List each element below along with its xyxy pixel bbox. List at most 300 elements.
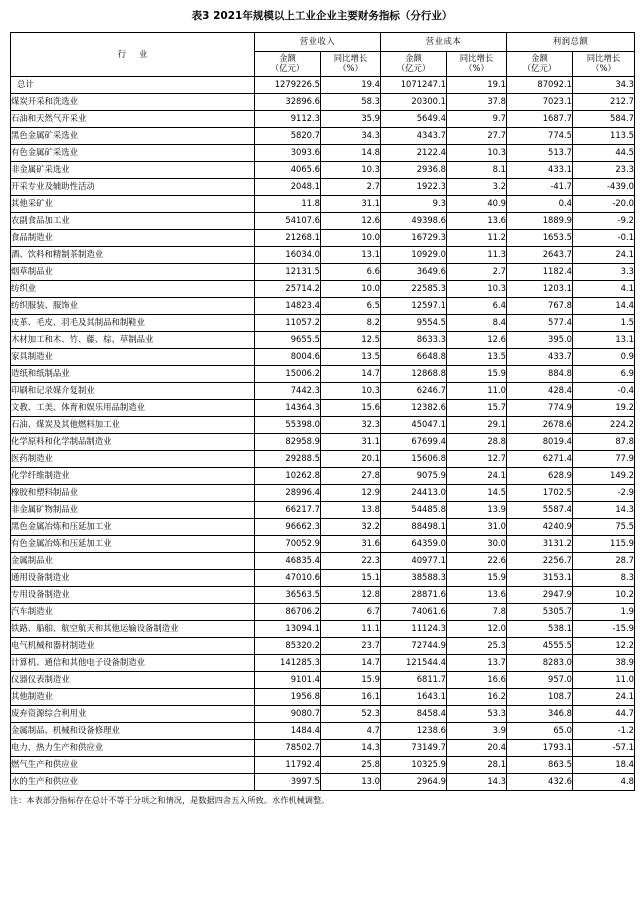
row-profit-amount: 346.8	[507, 706, 573, 723]
row-cost-amount: 24413.0	[381, 485, 447, 502]
row-revenue-amount: 29288.5	[255, 451, 321, 468]
row-profit-growth: 38.9	[573, 655, 635, 672]
row-revenue-growth: 20.1	[321, 451, 381, 468]
table-row	[11, 111, 635, 128]
row-cost-amount: 40977.1	[381, 553, 447, 570]
row-profit-growth: -57.1	[573, 740, 635, 757]
row-revenue-amount: 4065.6	[255, 162, 321, 179]
row-cost-amount: 74061.6	[381, 604, 447, 621]
row-industry-name: 文教、工美、体育和娱乐用品制造业	[11, 400, 255, 417]
table-row	[11, 587, 635, 604]
row-cost-amount: 1071247.1	[381, 77, 447, 94]
row-revenue-growth: 32.3	[321, 417, 381, 434]
row-industry-name: 有色金属矿采选业	[11, 145, 255, 162]
table-row	[11, 349, 635, 366]
row-profit-amount: -41.7	[507, 179, 573, 196]
row-profit-growth: 23.3	[573, 162, 635, 179]
row-revenue-amount: 28996.4	[255, 485, 321, 502]
row-cost-amount: 8458.4	[381, 706, 447, 723]
table-row	[11, 638, 635, 655]
table-row	[11, 434, 635, 451]
row-industry-name: 纺织业	[11, 281, 255, 298]
row-industry-name: 废弃资源综合利用业	[11, 706, 255, 723]
table-row	[11, 145, 635, 162]
row-revenue-growth: 10.3	[321, 162, 381, 179]
row-revenue-growth: 13.5	[321, 349, 381, 366]
table-row	[11, 281, 635, 298]
table-row	[11, 451, 635, 468]
row-cost-growth: 3.9	[447, 723, 507, 740]
row-revenue-growth: 31.6	[321, 536, 381, 553]
row-cost-amount: 9554.5	[381, 315, 447, 332]
row-industry-name: 金属制品业	[11, 553, 255, 570]
table-row	[11, 774, 635, 791]
row-cost-amount: 64359.0	[381, 536, 447, 553]
row-revenue-amount: 55398.0	[255, 417, 321, 434]
row-industry-name: 石油、煤炭及其他燃料加工业	[11, 417, 255, 434]
table-row	[11, 366, 635, 383]
row-cost-growth: 13.7	[447, 655, 507, 672]
row-cost-amount: 121544.4	[381, 655, 447, 672]
row-cost-growth: 2.7	[447, 264, 507, 281]
row-profit-amount: 87092.1	[507, 77, 573, 94]
row-industry-name: 其他制造业	[11, 689, 255, 706]
row-revenue-amount: 1279226.5	[255, 77, 321, 94]
row-revenue-amount: 9080.7	[255, 706, 321, 723]
row-cost-amount: 9075.9	[381, 468, 447, 485]
row-revenue-amount: 7442.3	[255, 383, 321, 400]
row-profit-amount: 2678.6	[507, 417, 573, 434]
page-title: 表3 2021年规模以上工业企业主要财务指标（分行业）	[191, 10, 453, 22]
row-industry-name: 石油和天然气开采业	[11, 111, 255, 128]
row-revenue-amount: 78502.7	[255, 740, 321, 757]
header-industry: 行 业	[11, 33, 255, 77]
financial-indicators-table	[10, 32, 635, 791]
row-industry-name: 专用设备制造业	[11, 587, 255, 604]
row-industry-name: 电力、热力生产和供应业	[11, 740, 255, 757]
row-revenue-amount: 85320.2	[255, 638, 321, 655]
row-industry-name: 开采专业及辅助性活动	[11, 179, 255, 196]
row-revenue-amount: 3997.5	[255, 774, 321, 791]
row-industry-name: 汽车制造业	[11, 604, 255, 621]
header-group-cost: 营业成本	[381, 33, 507, 52]
row-profit-amount: 432.6	[507, 774, 573, 791]
row-cost-growth: 25.3	[447, 638, 507, 655]
table-row	[11, 570, 635, 587]
row-revenue-growth: 15.1	[321, 570, 381, 587]
table-row	[11, 94, 635, 111]
row-cost-amount: 72744.9	[381, 638, 447, 655]
row-cost-amount: 6811.7	[381, 672, 447, 689]
row-revenue-growth: 32.2	[321, 519, 381, 536]
row-revenue-amount: 11.8	[255, 196, 321, 213]
row-profit-growth: 75.5	[573, 519, 635, 536]
table-row	[11, 655, 635, 672]
row-revenue-growth: 15.9	[321, 672, 381, 689]
table-row	[11, 128, 635, 145]
row-profit-amount: 5587.4	[507, 502, 573, 519]
row-industry-name: 非金属矿物制品业	[11, 502, 255, 519]
row-profit-growth: 11.0	[573, 672, 635, 689]
row-profit-growth: 8.3	[573, 570, 635, 587]
row-cost-growth: 30.0	[447, 536, 507, 553]
table-row	[11, 604, 635, 621]
row-cost-amount: 12382.6	[381, 400, 447, 417]
row-cost-growth: 28.8	[447, 434, 507, 451]
row-revenue-amount: 70052.9	[255, 536, 321, 553]
row-profit-growth: 14.4	[573, 298, 635, 315]
row-profit-growth: -20.0	[573, 196, 635, 213]
row-revenue-growth: 13.1	[321, 247, 381, 264]
row-revenue-growth: 12.8	[321, 587, 381, 604]
table-row	[11, 162, 635, 179]
row-revenue-growth: 22.3	[321, 553, 381, 570]
row-profit-amount: 3153.1	[507, 570, 573, 587]
row-cost-amount: 1922.3	[381, 179, 447, 196]
row-profit-growth: 87.8	[573, 434, 635, 451]
row-profit-growth: 34.3	[573, 77, 635, 94]
row-cost-amount: 45047.1	[381, 417, 447, 434]
table-row	[11, 757, 635, 774]
row-cost-growth: 20.4	[447, 740, 507, 757]
row-cost-growth: 7.8	[447, 604, 507, 621]
row-profit-growth: 584.7	[573, 111, 635, 128]
row-cost-amount: 2122.4	[381, 145, 447, 162]
row-profit-growth: 115.9	[573, 536, 635, 553]
row-industry-name: 仪器仪表制造业	[11, 672, 255, 689]
row-cost-amount: 11124.3	[381, 621, 447, 638]
row-revenue-amount: 3093.6	[255, 145, 321, 162]
row-profit-amount: 108.7	[507, 689, 573, 706]
row-cost-amount: 28871.6	[381, 587, 447, 604]
row-profit-growth: -0.4	[573, 383, 635, 400]
row-cost-amount: 12597.1	[381, 298, 447, 315]
row-industry-name: 造纸和纸制品业	[11, 366, 255, 383]
row-profit-growth: 24.1	[573, 689, 635, 706]
row-profit-growth: 212.7	[573, 94, 635, 111]
row-revenue-amount: 47010.6	[255, 570, 321, 587]
table-row	[11, 740, 635, 757]
row-profit-amount: 2256.7	[507, 553, 573, 570]
row-profit-growth: 1.9	[573, 604, 635, 621]
table-row	[11, 621, 635, 638]
table-row	[11, 689, 635, 706]
row-revenue-amount: 2048.1	[255, 179, 321, 196]
row-cost-amount: 16729.3	[381, 230, 447, 247]
row-profit-amount: 577.4	[507, 315, 573, 332]
row-revenue-growth: 27.8	[321, 468, 381, 485]
row-revenue-growth: 31.1	[321, 434, 381, 451]
row-revenue-amount: 54107.6	[255, 213, 321, 230]
row-cost-growth: 37.8	[447, 94, 507, 111]
row-cost-growth: 28.1	[447, 757, 507, 774]
row-profit-growth: -1.2	[573, 723, 635, 740]
row-revenue-growth: 15.6	[321, 400, 381, 417]
row-revenue-amount: 8004.6	[255, 349, 321, 366]
row-revenue-growth: 14.3	[321, 740, 381, 757]
row-industry-name: 铁路、船舶、航空航天和其他运输设备制造业	[11, 621, 255, 638]
row-cost-growth: 24.1	[447, 468, 507, 485]
row-industry-name: 烟草制品业	[11, 264, 255, 281]
row-revenue-growth: 14.7	[321, 655, 381, 672]
row-revenue-amount: 141285.3	[255, 655, 321, 672]
row-industry-name: 纺织服装、服饰业	[11, 298, 255, 315]
row-revenue-amount: 5820.7	[255, 128, 321, 145]
row-profit-growth: 149.2	[573, 468, 635, 485]
row-cost-amount: 3649.6	[381, 264, 447, 281]
row-profit-growth: -9.2	[573, 213, 635, 230]
row-revenue-amount: 82958.9	[255, 434, 321, 451]
row-profit-growth: 28.7	[573, 553, 635, 570]
row-industry-name: 食品制造业	[11, 230, 255, 247]
row-cost-amount: 88498.1	[381, 519, 447, 536]
row-industry-name: 家具制造业	[11, 349, 255, 366]
row-cost-amount: 38588.3	[381, 570, 447, 587]
row-cost-growth: 10.3	[447, 145, 507, 162]
row-industry-name: 非金属矿采选业	[11, 162, 255, 179]
row-profit-growth: 44.7	[573, 706, 635, 723]
row-profit-amount: 774.5	[507, 128, 573, 145]
row-cost-growth: 11.3	[447, 247, 507, 264]
row-cost-growth: 13.9	[447, 502, 507, 519]
row-revenue-growth: 6.7	[321, 604, 381, 621]
row-industry-name: 有色金属冶炼和压延加工业	[11, 536, 255, 553]
row-profit-growth: 1.5	[573, 315, 635, 332]
row-revenue-growth: 12.5	[321, 332, 381, 349]
row-profit-amount: 2643.7	[507, 247, 573, 264]
row-revenue-amount: 21268.1	[255, 230, 321, 247]
table-row	[11, 230, 635, 247]
row-profit-amount: 1687.7	[507, 111, 573, 128]
row-revenue-amount: 9101.4	[255, 672, 321, 689]
row-cost-growth: 14.3	[447, 774, 507, 791]
row-profit-amount: 1203.1	[507, 281, 573, 298]
row-profit-growth: 12.2	[573, 638, 635, 655]
row-profit-amount: 4555.5	[507, 638, 573, 655]
row-cost-amount: 6648.8	[381, 349, 447, 366]
row-industry-name: 水的生产和供应业	[11, 774, 255, 791]
row-revenue-amount: 9655.5	[255, 332, 321, 349]
row-cost-growth: 16.2	[447, 689, 507, 706]
row-profit-growth: 19.2	[573, 400, 635, 417]
row-revenue-growth: 19.4	[321, 77, 381, 94]
row-profit-amount: 6271.4	[507, 451, 573, 468]
row-cost-amount: 73149.7	[381, 740, 447, 757]
row-industry-name: 橡胶和塑料制品业	[11, 485, 255, 502]
table-body	[11, 77, 635, 791]
row-revenue-amount: 12131.5	[255, 264, 321, 281]
row-profit-amount: 1889.9	[507, 213, 573, 230]
row-cost-amount: 6246.7	[381, 383, 447, 400]
row-industry-name: 煤炭开采和洗选业	[11, 94, 255, 111]
table-row	[11, 519, 635, 536]
row-revenue-amount: 13094.1	[255, 621, 321, 638]
row-industry-name: 其他采矿业	[11, 196, 255, 213]
row-cost-amount: 10929.0	[381, 247, 447, 264]
row-industry-name: 黑色金属矿采选业	[11, 128, 255, 145]
row-profit-growth: -15.9	[573, 621, 635, 638]
row-profit-amount: 395.0	[507, 332, 573, 349]
row-cost-amount: 2964.9	[381, 774, 447, 791]
table-row	[11, 502, 635, 519]
row-industry-name: 通用设备制造业	[11, 570, 255, 587]
row-revenue-growth: 4.7	[321, 723, 381, 740]
row-revenue-growth: 35.9	[321, 111, 381, 128]
row-profit-amount: 884.8	[507, 366, 573, 383]
row-profit-amount: 8019.4	[507, 434, 573, 451]
header-sub-cost-amount: 金额 （亿元）	[381, 52, 447, 77]
row-revenue-growth: 14.8	[321, 145, 381, 162]
row-revenue-amount: 16034.0	[255, 247, 321, 264]
row-cost-amount: 9.3	[381, 196, 447, 213]
row-cost-growth: 16.6	[447, 672, 507, 689]
table-row	[11, 536, 635, 553]
row-revenue-growth: 34.3	[321, 128, 381, 145]
row-cost-amount: 1238.6	[381, 723, 447, 740]
row-profit-amount: 774.9	[507, 400, 573, 417]
row-profit-amount: 3131.2	[507, 536, 573, 553]
row-profit-amount: 4240.9	[507, 519, 573, 536]
row-cost-growth: 9.7	[447, 111, 507, 128]
row-cost-amount: 20300.1	[381, 94, 447, 111]
table-row	[11, 672, 635, 689]
row-profit-amount: 1653.5	[507, 230, 573, 247]
row-cost-growth: 15.9	[447, 366, 507, 383]
header-group-revenue: 营业收入	[255, 33, 381, 52]
row-profit-growth: 224.2	[573, 417, 635, 434]
row-revenue-growth: 12.9	[321, 485, 381, 502]
header-sub-profit-amount: 金额 （亿元）	[507, 52, 573, 77]
row-profit-growth: 77.9	[573, 451, 635, 468]
row-profit-growth: 14.3	[573, 502, 635, 519]
row-cost-amount: 10325.9	[381, 757, 447, 774]
row-revenue-growth: 25.8	[321, 757, 381, 774]
row-profit-growth: 3.3	[573, 264, 635, 281]
row-revenue-growth: 16.1	[321, 689, 381, 706]
row-cost-amount: 54485.8	[381, 502, 447, 519]
row-revenue-growth: 13.0	[321, 774, 381, 791]
row-cost-amount: 8633.3	[381, 332, 447, 349]
row-revenue-amount: 9112.3	[255, 111, 321, 128]
row-industry-name: 金属制品、机械和设备修理业	[11, 723, 255, 740]
row-profit-growth: -2.9	[573, 485, 635, 502]
row-profit-amount: 8283.0	[507, 655, 573, 672]
row-industry-name: 皮革、毛皮、羽毛及其制品和制鞋业	[11, 315, 255, 332]
table-row	[11, 298, 635, 315]
row-industry-name: 印刷和记录媒介复制业	[11, 383, 255, 400]
row-cost-growth: 11.2	[447, 230, 507, 247]
row-profit-growth: 18.4	[573, 757, 635, 774]
row-profit-amount: 1702.5	[507, 485, 573, 502]
row-profit-amount: 5305.7	[507, 604, 573, 621]
row-revenue-growth: 10.0	[321, 230, 381, 247]
row-profit-growth: 44.5	[573, 145, 635, 162]
row-profit-amount: 433.1	[507, 162, 573, 179]
header-group-profit: 利润总额	[507, 33, 635, 52]
table-row	[11, 315, 635, 332]
row-profit-growth: 4.8	[573, 774, 635, 791]
row-profit-growth: -0.1	[573, 230, 635, 247]
table-row	[11, 485, 635, 502]
row-revenue-amount: 86706.2	[255, 604, 321, 621]
row-industry-name: 总计	[11, 77, 255, 94]
row-profit-amount: 628.9	[507, 468, 573, 485]
row-revenue-growth: 52.3	[321, 706, 381, 723]
row-cost-growth: 8.1	[447, 162, 507, 179]
row-revenue-amount: 32896.6	[255, 94, 321, 111]
row-industry-name: 计算机、通信和其他电子设备制造业	[11, 655, 255, 672]
row-cost-amount: 2936.8	[381, 162, 447, 179]
row-revenue-amount: 10262.8	[255, 468, 321, 485]
row-profit-growth: 10.2	[573, 587, 635, 604]
row-revenue-growth: 11.1	[321, 621, 381, 638]
row-cost-amount: 49398.6	[381, 213, 447, 230]
row-profit-growth: 6.9	[573, 366, 635, 383]
header-sub-cost-growth: 同比增长 （%）	[447, 52, 507, 77]
row-profit-amount: 957.0	[507, 672, 573, 689]
row-profit-amount: 1182.4	[507, 264, 573, 281]
row-profit-amount: 7023.1	[507, 94, 573, 111]
row-cost-growth: 13.5	[447, 349, 507, 366]
row-revenue-growth: 14.7	[321, 366, 381, 383]
row-cost-growth: 53.3	[447, 706, 507, 723]
row-industry-name: 化学纤维制造业	[11, 468, 255, 485]
row-revenue-amount: 1956.8	[255, 689, 321, 706]
header-sub-revenue-amount: 金额 （亿元）	[255, 52, 321, 77]
row-cost-growth: 8.4	[447, 315, 507, 332]
row-industry-name: 农副食品加工业	[11, 213, 255, 230]
row-cost-amount: 1643.1	[381, 689, 447, 706]
row-cost-amount: 4343.7	[381, 128, 447, 145]
row-revenue-amount: 25714.2	[255, 281, 321, 298]
row-cost-growth: 19.1	[447, 77, 507, 94]
row-profit-amount: 767.8	[507, 298, 573, 315]
row-profit-growth: 0.9	[573, 349, 635, 366]
row-cost-amount: 22585.3	[381, 281, 447, 298]
row-profit-amount: 538.1	[507, 621, 573, 638]
row-industry-name: 电气机械和器材制造业	[11, 638, 255, 655]
row-cost-amount: 5649.4	[381, 111, 447, 128]
row-cost-growth: 12.0	[447, 621, 507, 638]
row-revenue-amount: 96662.3	[255, 519, 321, 536]
row-revenue-growth: 13.8	[321, 502, 381, 519]
table-row	[11, 213, 635, 230]
row-cost-growth: 10.3	[447, 281, 507, 298]
row-profit-growth: 4.1	[573, 281, 635, 298]
row-revenue-amount: 1484.4	[255, 723, 321, 740]
row-profit-growth: -439.0	[573, 179, 635, 196]
table-row	[11, 77, 635, 94]
row-cost-amount: 12868.8	[381, 366, 447, 383]
row-revenue-growth: 31.1	[321, 196, 381, 213]
row-revenue-growth: 23.7	[321, 638, 381, 655]
table-row	[11, 196, 635, 213]
row-cost-growth: 29.1	[447, 417, 507, 434]
row-revenue-growth: 12.6	[321, 213, 381, 230]
row-revenue-amount: 11057.2	[255, 315, 321, 332]
row-profit-amount: 433.7	[507, 349, 573, 366]
row-profit-amount: 1793.1	[507, 740, 573, 757]
table-header	[11, 33, 635, 77]
row-revenue-amount: 15006.2	[255, 366, 321, 383]
row-profit-amount: 2947.9	[507, 587, 573, 604]
row-cost-growth: 22.6	[447, 553, 507, 570]
row-profit-amount: 863.5	[507, 757, 573, 774]
row-revenue-growth: 8.2	[321, 315, 381, 332]
row-cost-amount: 67699.4	[381, 434, 447, 451]
row-cost-growth: 14.5	[447, 485, 507, 502]
row-revenue-growth: 58.3	[321, 94, 381, 111]
